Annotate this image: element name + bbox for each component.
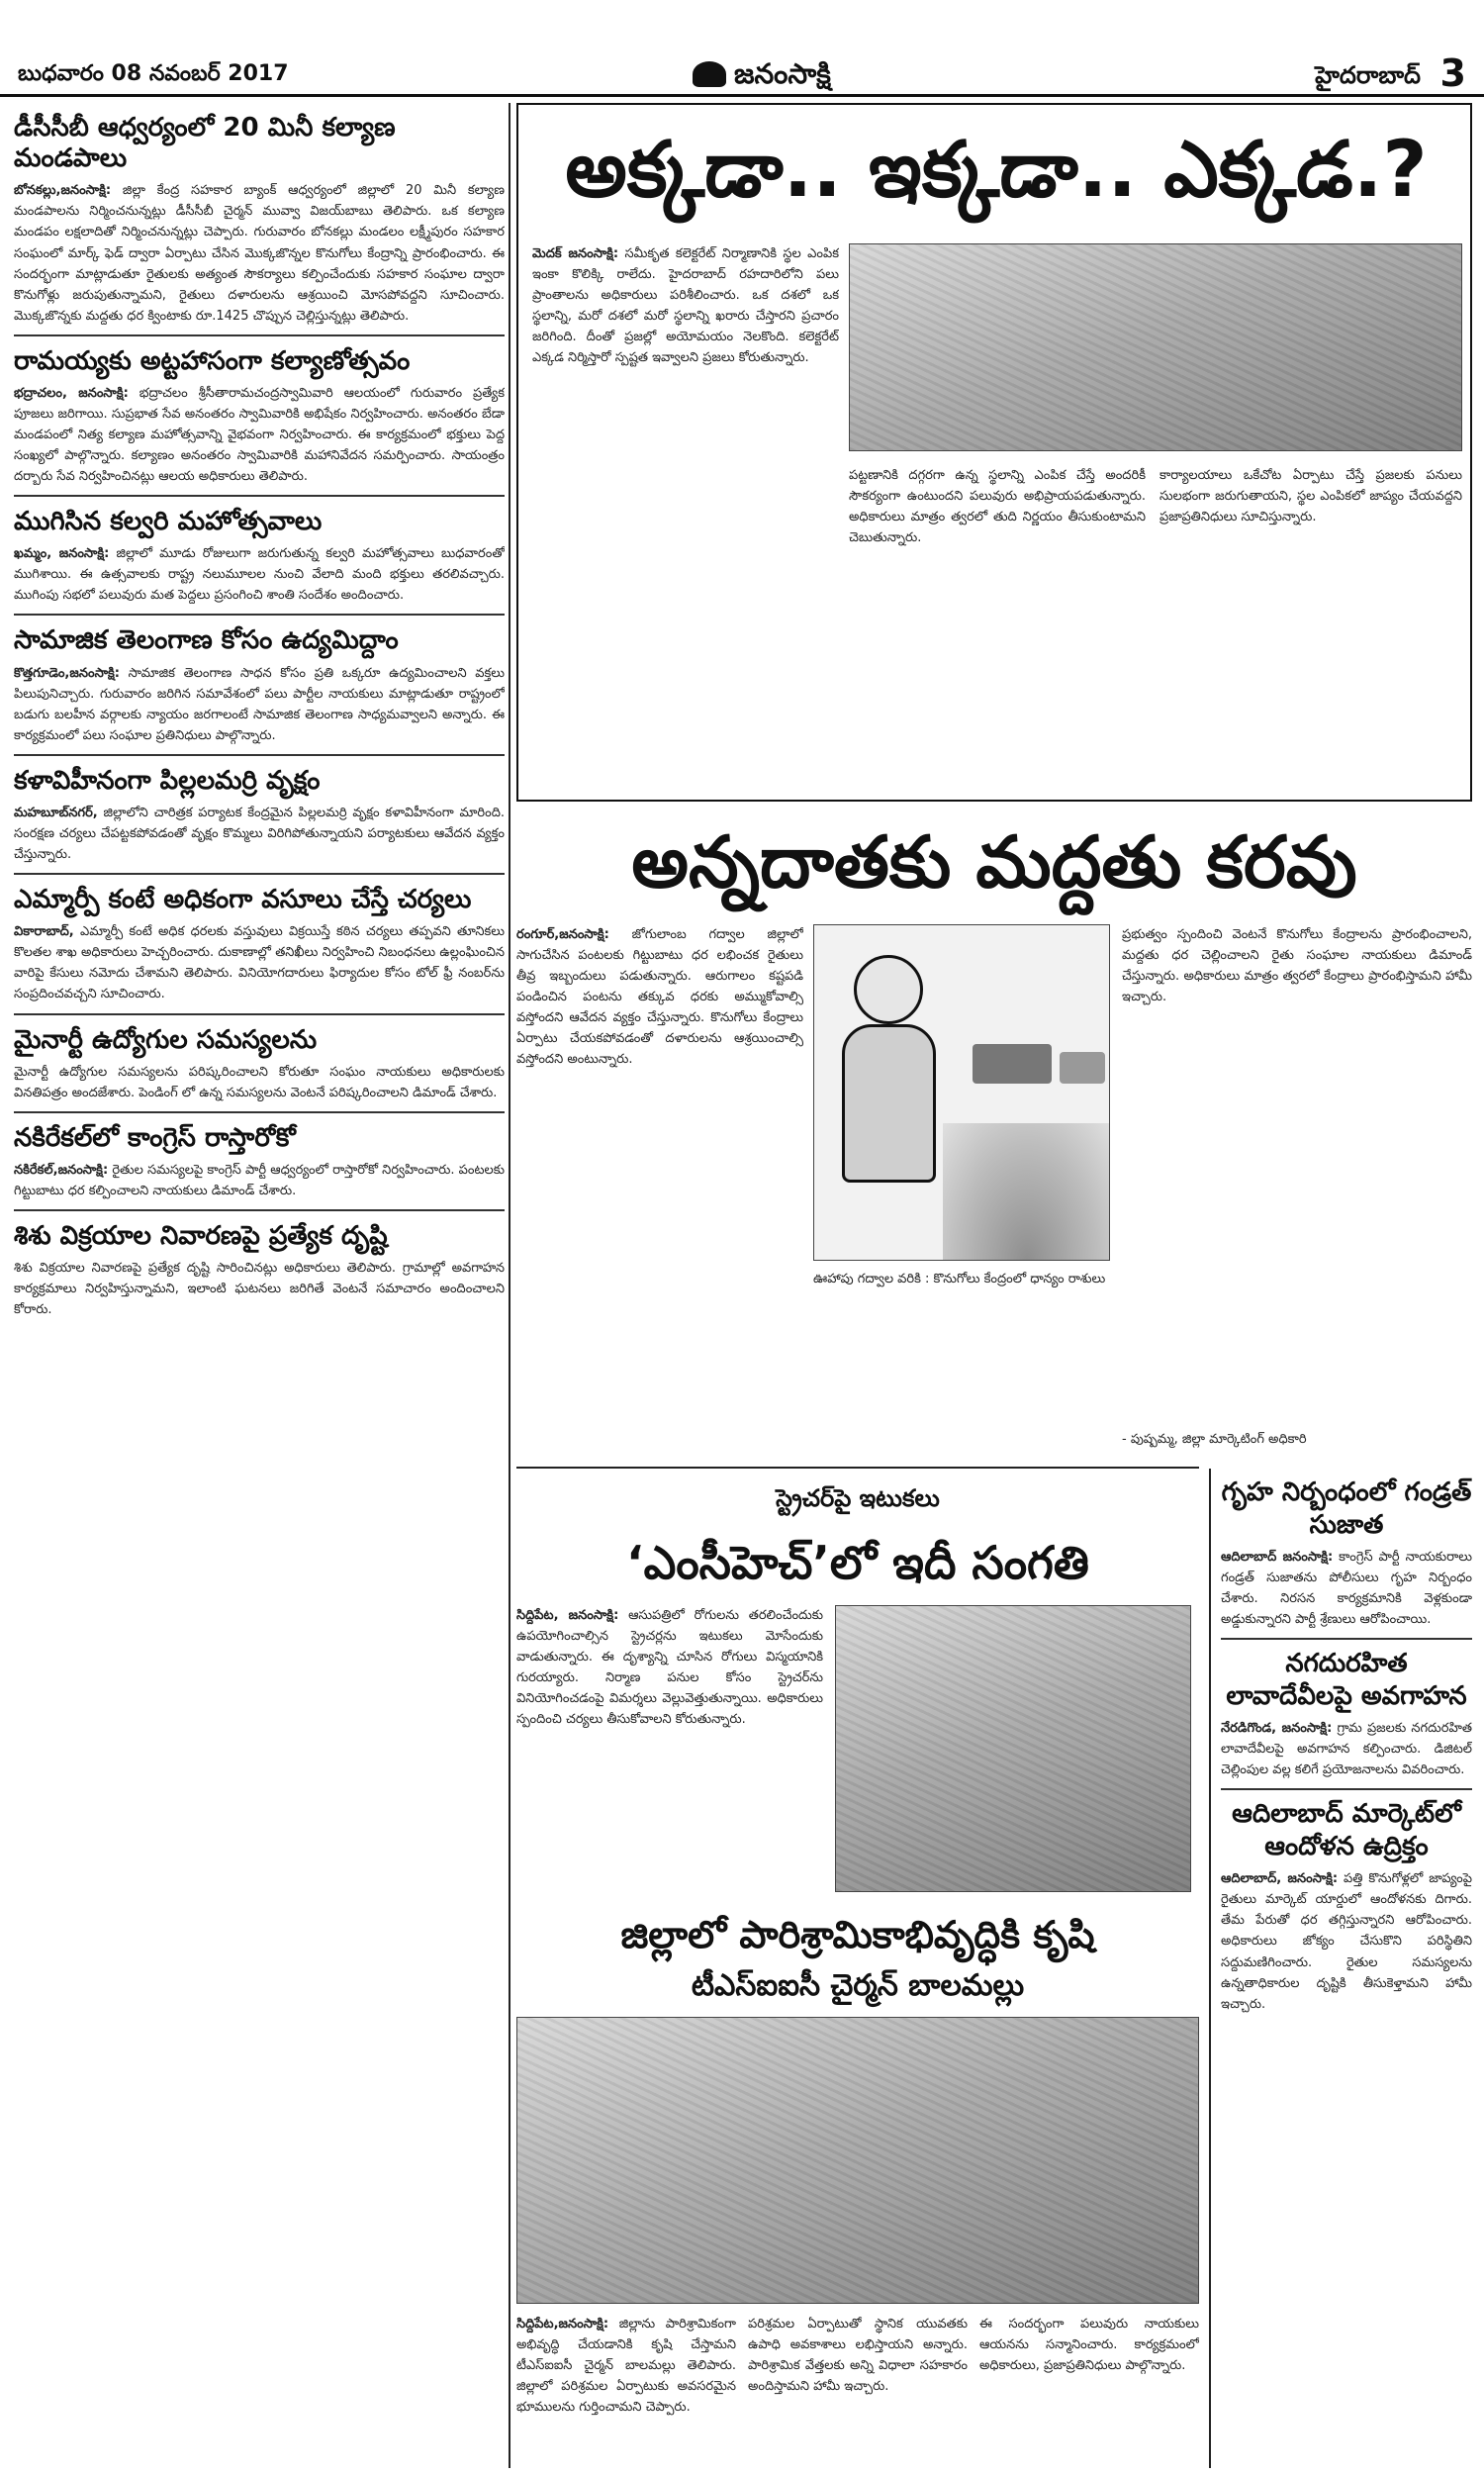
issue-date: బుధవారం 08 నవంబర్ 2017 bbox=[18, 61, 289, 86]
edition-city: హైదరాబాద్ bbox=[1315, 61, 1421, 89]
article-divider bbox=[14, 614, 505, 616]
story-column: పట్టణానికి దగ్గరగా ఉన్న స్థలాన్ని ఎంపిక చేస్తే అందరికీ సౌకర్యంగా ఉంటుందని పలువురు అభిప్రాయపడుతున్నారు. అధికారులు మాత్రం త్వరలో తుది నిర్ణయం తీసుకుంటామని చెబుతున్నారు. bbox=[849, 468, 1146, 546]
truck-icon bbox=[973, 1044, 1052, 1084]
newspaper-logo bbox=[693, 57, 831, 97]
article-headline: ముగిసిన కల్వరి మహోత్సవాలు bbox=[14, 507, 323, 537]
article-mini-kalyana-mandapalu bbox=[14, 113, 505, 336]
article-divider bbox=[14, 1013, 505, 1015]
logo-icon bbox=[693, 61, 726, 87]
article-ramayya-kalyanotsavam bbox=[14, 346, 505, 497]
article-headline: కళావిహీనంగా పిల్లలమర్రి వృక్షం bbox=[14, 765, 321, 796]
section-divider bbox=[516, 1467, 1199, 1469]
story-collectorate-box bbox=[516, 103, 1472, 802]
article-body: జిల్లాలోని చారిత్రక పర్యాటక కేంద్రమైన పిల్లలమర్రి వృక్షం కళావిహీనంగా మారింది. సంరక్షణ చర్యలు చేపట్టకపోవడంతో వృక్షం కొమ్మలు విరిగిపోతున్నాయని పర్యాటకులు ఆవేదన వ్యక్తం చేస్తున్నారు. bbox=[14, 806, 505, 863]
article-body: సామాజిక తెలంగాణ సాధన కోసం ప్రతి ఒక్కరూ ఉద్యమించాలని వక్తలు పిలుపునిచ్చారు. గురువారం జరిగిన సమావేశంలో పలు పార్టీల నాయకులు మాట్లాడుతూ రాష్ట్రంలో బడుగు బలహీన వర్గాలకు న్యాయం జరగాలంటే సామాజిక తెలంగాణ సాధ్యమవ్వాలని అన్నారు. ఈ కార్యక్రమంలో పలు సంఘాల ప్రతినిధులు పాల్గొన్నారు. bbox=[14, 665, 505, 743]
story-column: పరిశ్రమల ఏర్పాటుతో స్థానిక యువతకు ఉపాధి అవకాశాలు లభిస్తాయని అన్నారు. పారిశ్రామిక వేత్తలకు అన్ని విధాలా సహకారం అందిస్తామని హామీ ఇచ్చారు. bbox=[748, 2317, 968, 2395]
article-dateline: కొత్తగూడెం,జనంసాక్షి: bbox=[14, 665, 120, 681]
story-body: జిల్లాను పారిశ్రామికంగా అభివృద్ధి చేయడానికి కృషి చేస్తామని టీఎస్ఐఐసీ చైర్మన్ బాలమల్లు తెలిపారు. జిల్లాలో పరిశ్రమల ఏర్పాటుకు అవసరమైన భూములను గుర్తించామని చెప్పారు. bbox=[516, 2317, 736, 2416]
article-headline: ఆదిలాబాద్ మార్కెట్‌లో ఆందోళన ఉద్రిక్తం bbox=[1232, 1799, 1461, 1861]
article-dateline: బోనకల్లు,జనంసాక్షి: bbox=[14, 183, 112, 199]
article-dateline: నకిరేకల్,జనంసాక్షి: bbox=[14, 1163, 109, 1178]
article-dateline: ఆదిలాబాద్ జనంసాక్షి: bbox=[1221, 1550, 1334, 1565]
article-sisu-vikrayalu bbox=[14, 1221, 505, 1320]
article-headline: నగదురహిత లావాదేవీలపై అవగాహన bbox=[1226, 1649, 1467, 1711]
story-headline: అన్నదాతకు మద్దతు కరవు bbox=[631, 820, 1357, 904]
grain-pile-icon bbox=[943, 1123, 1110, 1261]
article-headline: శిశు విక్రయాల నివారణపై ప్రత్యేక దృష్టి bbox=[14, 1221, 388, 1252]
page-number: 3 bbox=[1439, 51, 1466, 95]
story-byline: - పుష్పమ్మ, జిల్లా మార్కెటింగ్ అధికారి bbox=[1122, 1432, 1307, 1447]
article-divider bbox=[14, 495, 505, 497]
story-column bbox=[516, 2314, 736, 2462]
article-body: మైనార్టీ ఉద్యోగుల సమస్యలను పరిష్కరించాలని కోరుతూ సంఘం నాయకులు అధికారులకు వినతిపత్రం అందజేశారు. పెండింగ్ లో ఉన్న సమస్యలను వెంటనే పరిష్కరించాలని డిమాండ్ చేశారు. bbox=[14, 1064, 505, 1100]
story-column: కార్యాలయాలు ఒకేచోట ఏర్పాటు చేస్తే ప్రజలకు పనులు సులభంగా జరుగుతాయని, స్థల ఎంపికలో జాప్యం చేయవద్దని ప్రజాప్రతినిధులు సూచిస్తున్నారు. bbox=[1159, 468, 1462, 525]
article-headline: డీసీసీబీ ఆధ్వర్యంలో 20 మినీ కల్యాణ మండపాలు bbox=[14, 113, 396, 174]
article-divider bbox=[14, 334, 505, 336]
stretcher-photo bbox=[835, 1605, 1191, 1892]
article-divider bbox=[14, 1111, 505, 1113]
story-headline: ‘ఎంసీహెచ్’లో ఇదీ సంగతి bbox=[626, 1536, 1089, 1589]
farmer-body-icon bbox=[842, 1024, 936, 1183]
article-body: శిశు విక్రయాల నివారణపై ప్రత్యేక దృష్టి సారించినట్లు అధికారులు తెలిపారు. గ్రామాల్లో అవగాహన కార్యక్రమాలు నిర్వహిస్తున్నామని, ఇలాంటి ఘటనలు జరిగితే వెంటనే సమాచారం అందించాలని కోరారు. bbox=[14, 1261, 505, 1318]
article-dateline: ఖమ్మం, జనంసాక్షి: bbox=[14, 546, 110, 562]
logo-text: జనంసాక్షి bbox=[734, 57, 831, 90]
story-column bbox=[532, 243, 839, 794]
truck-icon bbox=[1060, 1052, 1105, 1084]
article-dateline: ఆదిలాబాద్, జనంసాక్షి: bbox=[1221, 1871, 1339, 1887]
article-body: ఎమ్మార్పీ కంటే అధిక ధరలకు వస్తువులు విక్రయిస్తే కఠిన చర్యలు తప్పవని తూనికలు కొలతల శాఖ అధికారులు హెచ్చరించారు. దుకాణాల్లో తనిఖీలు నిర్వహించి నిబంధనలు ఉల్లంఘించిన వారిపై కేసులు నమోదు చేశామని తెలిపారు. వినియోగదారులు ఫిర్యాదుల కోసం టోల్ ఫ్రీ నంబర్‌ను సంప్రదించవచ్చని సూచించారు. bbox=[14, 924, 505, 1002]
article-dateline: మహబూబ్‌నగర్, bbox=[14, 806, 98, 821]
story-dateline: మెదక్ జనంసాక్షి: bbox=[532, 246, 619, 261]
farmer-head-icon bbox=[854, 955, 923, 1024]
story-column: ప్రభుత్వం స్పందించి వెంటనే కొనుగోలు కేంద్రాలను ప్రారంభించాలని, మద్దతు ధర చెల్లించాలని రైతు సంఘాల నాయకులు డిమాండ్ చేస్తున్నారు. అధికారులు మాత్రం త్వరలో కేంద్రాలు ప్రారంభిస్తామని హామీ ఇచ్చారు. bbox=[1122, 927, 1472, 1005]
story-column: ఈ సందర్భంగా పలువురు నాయకులు ఆయనను సన్మానించారు. కార్యక్రమంలో అధికారులు, ప్రజాప్రతినిధులు పాల్గొన్నారు. bbox=[979, 2317, 1199, 2374]
story-body: జోగులాంబ గద్వాల జిల్లాలో సాగుచేసిన పంటలకు గిట్టుబాటు ధర లభించక రైతులు తీవ్ర ఇబ్బందులు పడుతున్నారు. ఆరుగాలం కష్టపడి పండించిన పంటను తక్కువ ధరకు అమ్ముకోవాల్సి వస్తోందని ఆవేదన వ్యక్తం చేస్తున్నారు. కొనుగోలు కేంద్రాలు ఏర్పాటు చేయకపోవడంతో దళారులను ఆశ్రయించాల్సి వస్తోందని అంటున్నారు. bbox=[516, 927, 803, 1068]
field-photo bbox=[849, 243, 1462, 451]
article-body: జిల్లాలో మూడు రోజులుగా జరుగుతున్న కల్వరి మహోత్సవాలు బుధవారంతో ముగిశాయి. ఈ ఉత్సవాలకు రాష్ట్ర నలుమూలల నుంచి వేలాది మంది భక్తులు తరలివచ్చారు. ముగింపు సభలో పలువురు మత పెద్దలు ప్రసంగించి శాంతి సందేశం అందించారు. bbox=[14, 546, 505, 604]
felicitation-photo bbox=[516, 2017, 1199, 2304]
article-headline: ఎమ్మార్పీ కంటే అధికంగా వసూలు చేస్తే చర్యలు bbox=[14, 885, 472, 915]
story-body: ఆసుపత్రిలో రోగులను తరలించేందుకు ఉపయోగించాల్సిన స్ట్రెచర్లను ఇటుకలు మోసేందుకు వాడుతున్నారు. ఈ దృశ్యాన్ని చూసిన రోగులు విస్మయానికి గురయ్యారు. నిర్మాణ పనుల కోసం స్ట్రెచర్‌ను వినియోగించడంపై విమర్శలు వెల్లువెత్తుతున్నాయి. అధికారులు స్పందించి చర్యలు తీసుకోవాలని కోరుతున్నారు. bbox=[516, 1608, 823, 1728]
article-samajika-telangana bbox=[14, 625, 505, 755]
article-mrp-charyalu bbox=[14, 885, 505, 1014]
article-kalvari-mahotsavalu bbox=[14, 507, 505, 616]
article-divider bbox=[14, 1209, 505, 1211]
story-body: సమీకృత కలెక్టరేట్ నిర్మాణానికి స్థల ఎంపిక ఇంకా కొలిక్కి రాలేదు. హైదరాబాద్ రహదారిలోని పలు ప్రాంతాలను అధికారులు పరిశీలించారు. ఒక దశలో ఒక స్థలాన్ని, మరో దశలో మరో స్థలాన్ని ఖరారు చేస్తారని ప్రచారం జరిగింది. దీంతో ప్రజల్లో అయోమయం నెలకొంది. కలెక్టరేట్ ఎక్కడ నిర్మిస్తారో స్పష్టత ఇవ్వాలని ప్రజలు కోరుతున్నారు. bbox=[532, 246, 839, 366]
article-divider bbox=[1221, 1788, 1472, 1790]
story-subheadline: టీఎస్ఐఐసీ చైర్మన్ బాలమల్లు bbox=[691, 1968, 1025, 2003]
page-header bbox=[0, 0, 1484, 97]
story-kicker: స్ట్రెచర్‌పై ఇటుకలు bbox=[776, 1484, 940, 1512]
article-headline: గృహ నిర్బంధంలో గండ్రత్ సుజాత bbox=[1221, 1477, 1472, 1540]
article-divider bbox=[1221, 1638, 1472, 1640]
article-pillalamarri bbox=[14, 766, 505, 875]
story-column bbox=[516, 1605, 823, 1892]
story-dateline: సిద్దిపేట,జనంసాక్షి: bbox=[516, 2317, 609, 2332]
article-body: భద్రాచలం శ్రీసీతారామచంద్రస్వామివారి ఆలయంలో గురువారం ప్రత్యేక పూజలు జరిగాయి. సుప్రభాత సేవ అనంతరం స్వామివారికి అభిషేకం నిర్వహించారు. అనంతరం బేడా మండపంలో నిత్య కల్యాణ మహోత్సవాన్ని వైభవంగా నిర్వహించారు. ఈ కార్యక్రమంలో భక్తులు పెద్ద సంఖ్యలో పాల్గొన్నారు. కల్యాణం అనంతరం స్వామివారికి మహానివేదన సమర్పించారు. సాయంత్రం దర్బారు సేవ నిర్వహించినట్లు ఆలయ అధికారులు తెలిపారు. bbox=[14, 385, 505, 485]
article-body: కాంగ్రెస్ పార్టీ నాయకురాలు గండ్రత్ సుజాతను పోలీసులు గృహ నిర్బంధం చేశారు. నిరసన కార్యక్రమానికి వెళ్లకుండా అడ్డుకున్నారని పార్టీ శ్రేణులు ఆరోపించాయి. bbox=[1221, 1550, 1472, 1628]
article-nakirekal-rastaroko bbox=[14, 1123, 505, 1211]
article-dateline: వికారాబాద్, bbox=[14, 924, 74, 940]
article-minority-udyogulu bbox=[14, 1025, 505, 1113]
article-dateline: నేరడిగొండ, జనంసాక్షి: bbox=[1221, 1721, 1333, 1737]
article-body: గ్రామ ప్రజలకు నగదురహిత లావాదేవీలపై అవగాహన కల్పించారు. డిజిటల్ చెల్లింపుల వల్ల కలిగే ప్రయోజనాలను వివరించారు. bbox=[1221, 1721, 1472, 1778]
article-body: రైతుల సమస్యలపై కాంగ్రెస్ పార్టీ ఆధ్వర్యంలో రాస్తారోకో నిర్వహించారు. పంటలకు గిట్టుబాటు ధర కల్పించాలని నాయకులు డిమాండ్ చేశారు. bbox=[14, 1163, 505, 1199]
article-divider bbox=[14, 754, 505, 756]
story-column bbox=[516, 924, 803, 1478]
article-headline: నకిరేకల్‌లో కాంగ్రెస్ రాస్తారోకో bbox=[14, 1122, 296, 1153]
column-rule bbox=[509, 103, 510, 2468]
article-dateline: భద్రాచలం, జనంసాక్షి: bbox=[14, 385, 129, 401]
story-headline: జిల్లాలో పారిశ్రామికాభివృద్ధికి కృషి bbox=[620, 1913, 1095, 1956]
article-headline: సామాజిక తెలంగాణ కోసం ఉద్యమిద్దాం bbox=[14, 625, 399, 656]
article-headline: రామయ్యకు అట్టహాసంగా కల్యాణోత్సవం bbox=[14, 345, 411, 376]
photo-caption: ఊహాపు గద్వాల వరికి : కొనుగోలు కేంద్రంలో ధాన్యం రాశులు bbox=[813, 1272, 1106, 1286]
main-stories-area bbox=[516, 103, 1472, 2468]
story-headline: అక్కడా.. ఇక్కడా.. ఎక్కడ.? bbox=[565, 126, 1428, 215]
story-dateline: రంగూర్,జనంసాక్షి: bbox=[516, 927, 609, 942]
farmer-cartoon-photo bbox=[813, 924, 1110, 1261]
article-headline: మైనార్టీ ఉద్యోగుల సమస్యలను bbox=[14, 1024, 318, 1055]
right-news-box bbox=[1209, 1469, 1472, 2468]
article-body: పత్తి కొనుగోళ్లలో జాప్యంపై రైతులు మార్కెట్ యార్డులో ఆందోళనకు దిగారు. తేమ పేరుతో ధర తగ్గిస్తున్నారని ఆరోపించారు. అధికారులు జోక్యం చేసుకొని పరిస్థితిని సద్దుమణిగించారు. రైతుల సమస్యలను ఉన్నతాధికారుల దృష్టికి తీసుకెళ్తామని హామీ ఇచ్చారు. bbox=[1221, 1871, 1472, 2012]
left-column bbox=[14, 103, 505, 2468]
article-body: జిల్లా కేంద్ర సహకార బ్యాంక్ ఆధ్వర్యంలో జిల్లాలో 20 మినీ కల్యాణ మండపాలను నిర్మించనున్నట్లు డీసీసీబీ చైర్మన్ మువ్వా విజయ్‌బాబు తెలిపారు. ఒక కల్యాణ మండపం లక్షలాదితో నిర్మించనున్నట్లు చెప్పారు. గురువారం బోనకల్లు మండలం లక్ష్మీపురం సహకార సంఘంలో మార్క్ ఫెడ్ ద్వారా ఏర్పాటు చేసిన మొక్కజొన్నల కొనుగోలు కేంద్రాన్ని ప్రారంభించారు. ఈ సందర్భంగా మాట్లాడుతూ రైతులకు అత్యంత సౌకర్యాలు కల్పించేందుకు సహకార సంఘాల ద్వారా కొనుగోళ్లు జరుపుతున్నామని, రైతులు దళారులను ఆశ్రయించి మోసపోవద్దని సూచించారు. మొక్కజొన్నకు మద్దతు ధర క్వింటాకు రూ.1425 చొప్పున చెల్లిస్తున్నట్లు తెలిపారు. bbox=[14, 183, 505, 324]
story-dateline: సిద్దిపేట, జనంసాక్షి: bbox=[516, 1608, 619, 1623]
article-divider bbox=[14, 873, 505, 875]
